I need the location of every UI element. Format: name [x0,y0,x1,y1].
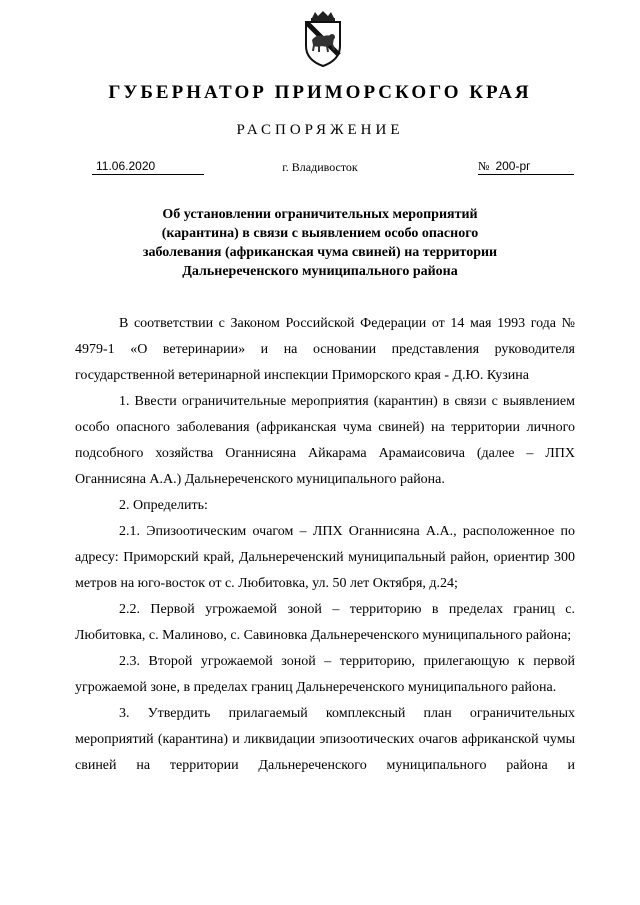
subject-line: Об установлении ограничительных мероприятий [162,207,478,222]
subject-line: заболевания (африканская чума свиней) на территории [142,245,498,260]
document-city: г. Владивосток [282,160,358,174]
subject-line: Дальнереченского муниципального района [182,264,458,279]
doc-type: РАСПОРЯЖЕНИЕ [236,122,404,138]
document-subject [80,205,560,281]
paragraph-2-1: 2.1. Эпизоотическим очагом – ЛПХ Оганнисяна А.А., расположенное по адресу: Приморский край, Дальнереченский муниципальный район, ориентир 300 метров на юго-восток от с. Любитовка, ул. 50 лет Октября, д.24; [75,524,575,591]
paragraph-2-3: 2.3. Второй угрожаемой зоной – территорию, прилегающую к первой угрожаемой зоне, в пределах границ Дальнереченского муниципального района. [75,654,575,695]
coat-of-arms-icon [298,10,348,68]
paragraph-preamble: В соответствии с Законом Российской Федерации от 14 мая 1993 года № 4979-1 «О ветеринарии» и на основании представления руководителя государственной ветеринарной инспекции Приморского края - Д.Ю. Кузина [75,316,575,383]
paragraph-2-2: 2.2. Первой угрожаемой зоной – территорию в пределах границ с. Любитовка, с. Малиново, с. Савиновка Дальнереченского муниципального района; [75,602,575,643]
document-body [75,311,575,779]
paragraph-1: 1. Ввести ограничительные мероприятия (карантин) в связи с выявлением особо опасного заболевания (африканская чума свиней) на территории личного подсобного хозяйства Оганнисяна Айкарама Арамаисовича (далее – ЛПХ Оганнисяна А.А.) Дальнереченского муниципального района. [75,394,575,487]
document-date: 11.06.2020 [92,158,204,175]
subject-line: (карантина) в связи с выявлением особо опасного [161,226,479,241]
number-prefix: № [478,159,490,173]
paragraph-3: 3. Утвердить прилагаемый комплексный план ограничительных мероприятий (карантина) и ликвидации эпизоотических очагов африканской чумы свиней на территории Дальнереченского муниципального района и [75,706,575,773]
org-title: ГУБЕРНАТОР ПРИМОРСКОГО КРАЯ [108,82,532,103]
paragraph-2: 2. Определить: [119,498,208,513]
document-number-field [478,158,574,175]
document-number: 200-рг [495,159,531,173]
